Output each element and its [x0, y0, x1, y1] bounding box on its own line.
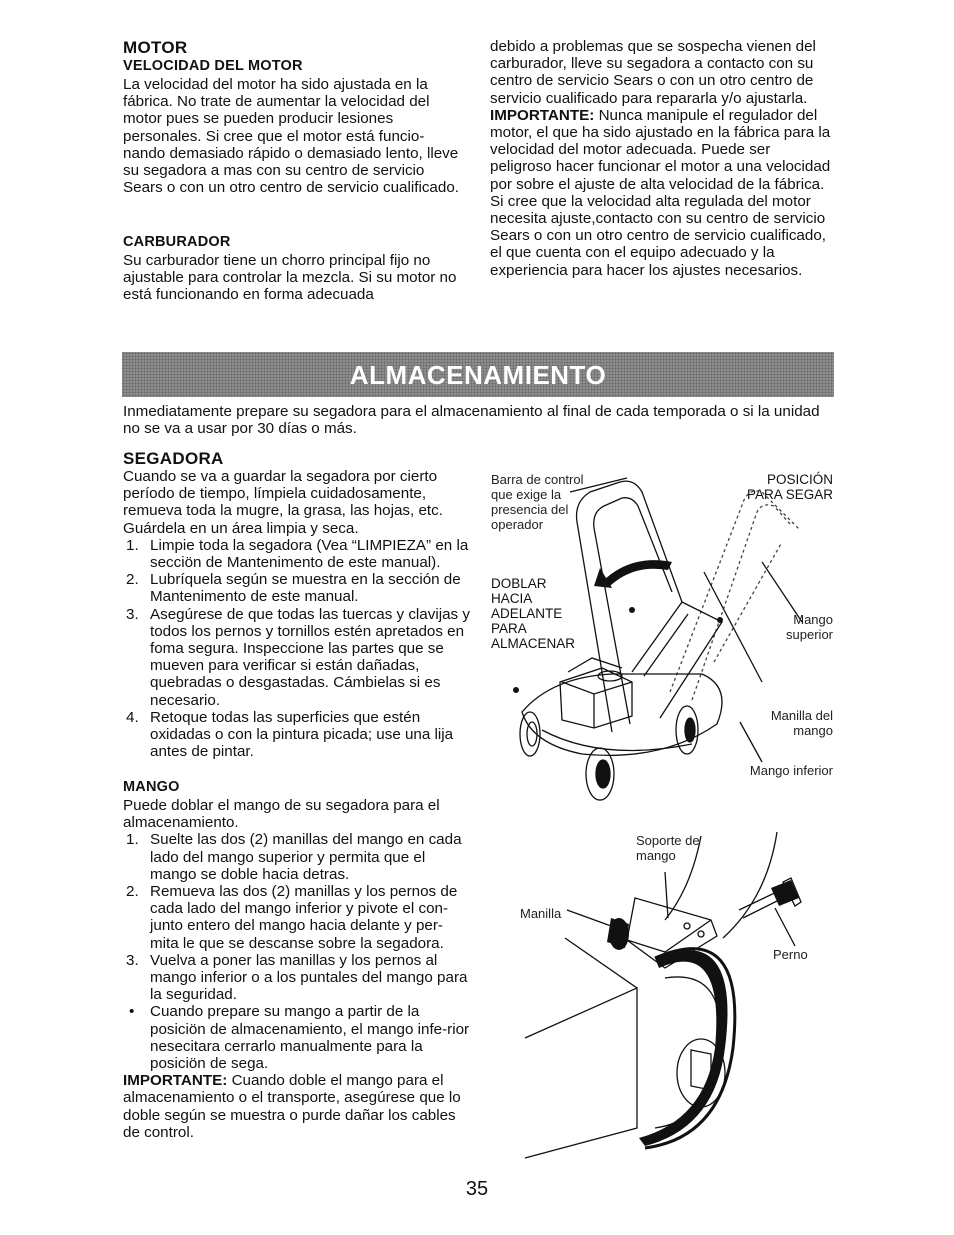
importante-text: Nunca manipule el regulador del motor, el que ha sido ajustado en la fábrica para la velocidad del motor adecuada. Puede ser peligroso hacer funcionar el motor a una velocidad por sobre el ajuste de alta velocidad de la fábrica. Si cree que la velocidad alta regulada del motor necesita ajuste,contacto con su centro de servicio Sears o con un otro centro de servicio cualificado, el que cuenta con el equipo adecuado y la experiencia para hacer los ajustes necesarios.	[490, 106, 831, 279]
list-item: 1. Limpie toda la segadora (Vea “LIMPIEZA” en la secciön de Mantenimento de este manual).	[126, 536, 469, 572]
list-item: 3. Asegúrese de que todas las tuercas y clavijas y todos los pernos y tornillos estén apretados en foma segura. Inspeccione las partes que se mueven para verificar si están dañadas, quebradas o desgastadas. Cámbielas si es necesario.	[126, 605, 470, 709]
segadora-list	[123, 537, 471, 761]
importante-label: IMPORTANTE:	[490, 106, 595, 124]
motor-heading: MOTOR	[123, 38, 188, 57]
label-doblar: DOBLAR HACIA ADELANTE PARA ALMACENAR	[491, 576, 576, 651]
segadora-heading: SEGADORA	[123, 449, 224, 468]
section-title: ALMACENAMIENTO	[349, 360, 607, 390]
label-manilla-del-mango: Manilla del mango	[770, 708, 833, 738]
mango-importante: IMPORTANTE: Cuando doble el mango para el almacenamiento o el transporte, asegúrese que lo doble según se muestra o purde dañar los cables de control.	[123, 1072, 461, 1141]
label-mango-inferior: Mango inferior	[749, 763, 833, 778]
mango-list	[123, 831, 471, 1072]
carburador-heading: CARBURADOR	[123, 234, 231, 250]
label-mango-superior: Mango superior	[786, 612, 833, 642]
label-barra-de-control: Barra de control que exige la presencia del operador	[491, 472, 584, 532]
fold-arrow-icon	[604, 560, 672, 586]
section-banner	[122, 352, 834, 397]
label-soporte-de-mango: Soporte de mango	[636, 833, 700, 863]
mango-heading: MANGO	[123, 779, 180, 795]
page-number: 35	[465, 1178, 489, 1200]
segadora-section	[123, 468, 471, 760]
knob-icon	[629, 607, 635, 613]
list-item: • Cuando prepare su mango a partir de la posiciön de almacenamiento, el mango infe-rior nesecitara cerrarlo manualmente para la posiciön de sega.	[129, 1003, 470, 1073]
mango-text: Puede doblar el mango de su segadora para el almacenamiento.	[123, 797, 440, 832]
label-manilla: Manilla	[520, 906, 562, 921]
mower-deck	[522, 674, 722, 755]
knob-icon	[717, 617, 723, 623]
list-item: 2. Remueva las dos (2) manillas y los pernos de cada lado del mango inferior y pivote el con-junto entero del mango hacia delante y per-mita le que se descanse sobre la segadora.	[126, 883, 458, 952]
carburador-continued: debido a problemas que se sospecha vienen del carburador, lleve su segadora a contacto con su centro de servicio Sears o con un otro centro de servicio cualificado para repararla y/o ajustarla.	[490, 38, 816, 107]
carburador-text: Su carburador tiene un chorro principal fijo no ajustable para controlar la mezcla. Si su motor no está funcionando en forma adecuada	[123, 252, 457, 304]
list-item: 4. Retoque todas las superficies que estén oxidadas o con la pintura picada; use una lija antes de pintar.	[126, 708, 454, 761]
importante-label: IMPORTANTE:	[123, 1072, 228, 1090]
almacenamiento-intro: Inmediatamente prepare su segadora para el almacenamiento al final de cada temporada o si la unidad no se va a usar por 30 días o más.	[123, 403, 820, 438]
label-posicion-para-segar: POSICIÓN PARA SEGAR	[746, 472, 833, 502]
mowing-position-handle	[670, 491, 800, 700]
list-item: 1. Suelte las dos (2) manillas del mango en cada lado del mango superior y permita que el mango se doble hacia detras.	[126, 831, 462, 883]
segadora-text: Cuando se va a guardar la segadora por cierto período de tiempo, límpiela cuidadosamente, remueva toda la mugre, la grasa, las hojas, etc. Guárdela en un área limpia y seca.	[123, 468, 443, 537]
velocidad-heading: VELOCIDAD DEL MOTOR	[123, 58, 303, 74]
knob-icon	[513, 687, 519, 693]
list-item: 2. Lubríquela según se muestra en la sección de Mantenimento de este manual.	[126, 571, 461, 606]
label-perno: Perno	[773, 947, 808, 962]
list-item: 3. Vuelva a poner las manillas y los pernos al mango inferior o a los puntales del mango para la seguridad.	[126, 951, 468, 1004]
motor-right-column	[490, 38, 835, 279]
velocidad-text: La velocidad del motor ha sido ajustada en la fábrica. No trate de aumentar la velocidad del motor pues se pueden producir lesiones personales. Si cree que el motor está funcio-nando demasiado rápido o demasiado lento, lleve su segadora a mas con su centro de servicio Sears o con un otro centro de servicio cualificado.	[123, 76, 459, 197]
mango-section	[123, 797, 471, 1141]
handle-knob-detail-illustration	[515, 828, 835, 1163]
